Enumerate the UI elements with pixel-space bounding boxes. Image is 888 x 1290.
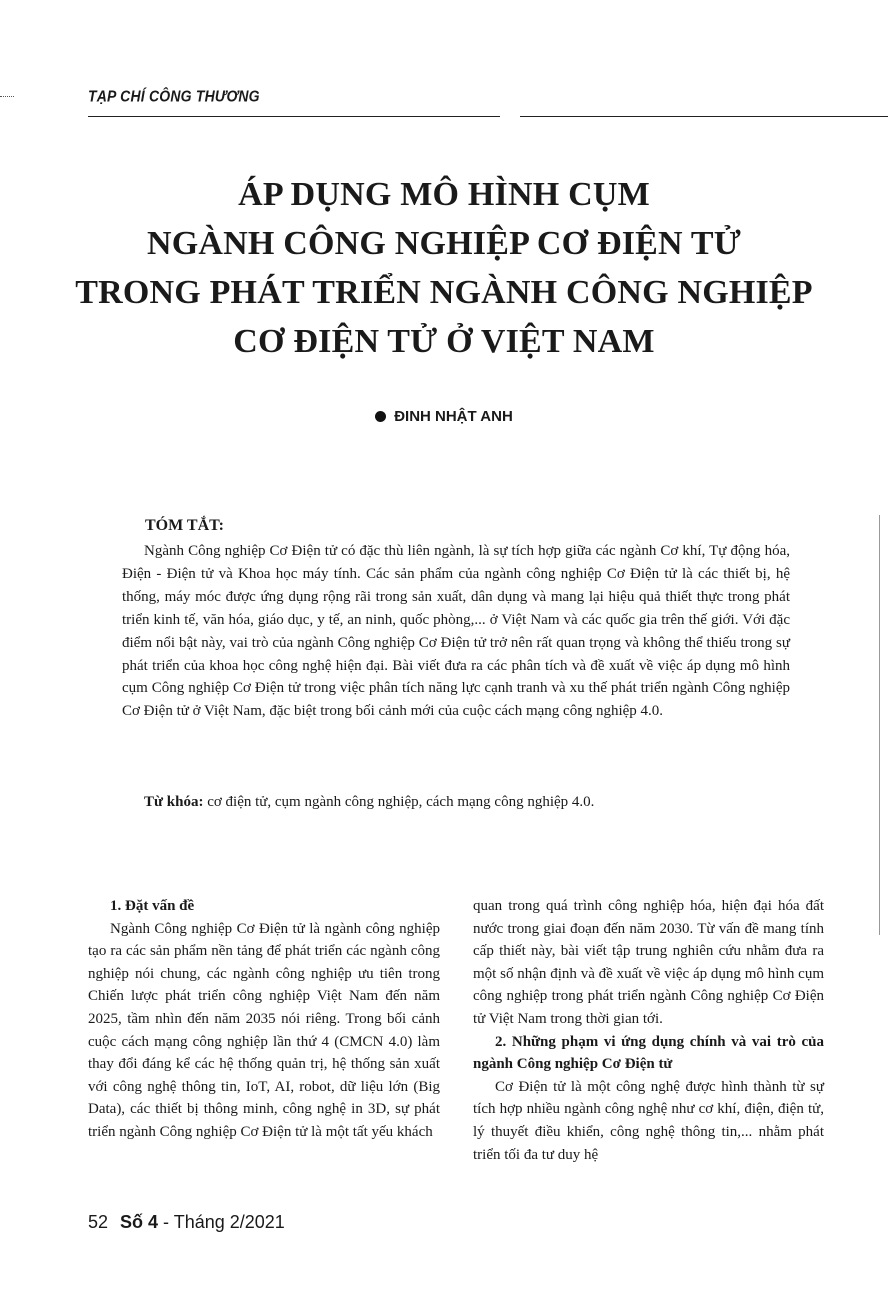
corner-mark (0, 96, 14, 97)
issue-date: - Tháng 2/2021 (158, 1212, 285, 1232)
keywords-list: cơ điện tử, cụm ngành công nghiệp, cách mạng công nghiệp 4.0. (203, 794, 595, 810)
abstract-heading: TÓM TẮT: (145, 517, 224, 534)
journal-name: TẠP CHÍ CÔNG THƯƠNG (88, 87, 260, 105)
header-rule-right (520, 116, 888, 117)
column-left (88, 895, 440, 1144)
section-1-heading: 1. Đặt vấn đề (110, 898, 195, 914)
section-1-paragraph: Ngành Công nghiệp Cơ Điện tử là ngành công nghiệp tạo ra các sản phẩm nền tảng để phát triển các ngành công nghiệp nói chung, các ngành công nghiệp ưu tiên trong Chiến lược phát triển công nghiệp Việt Nam đến năm 2025, tầm nhìn đến năm 2035 nói riêng. Trong bối cảnh cuộc cách mạng công nghiệp lần thứ 4 (CMCN 4.0) làm thay đổi đáng kể các hệ thống quản trị, hệ thống sản xuất với công nghệ thông tin, IoT, AI, robot, dữ liệu lớn (Big Data), các thiết bị thông minh, công nghệ in 3D, sự phát triển ngành Công nghiệp Cơ Điện tử là một tất yếu khách (88, 920, 440, 1140)
author-line (0, 408, 888, 425)
header-rule-left (88, 116, 500, 117)
author-name: ĐINH NHẬT ANH (394, 408, 513, 425)
section-2-heading: 2. Những phạm vi ứng dụng chính và vai trò của ngành Công nghiệp Cơ Điện tử (473, 1033, 824, 1073)
section-1-paragraph-continued: quan trong quá trình công nghiệp hóa, hiện đại hóa đất nước trong giai đoạn đến năm 2030. Từ vấn đề mang tính cấp thiết này, bài viết tập trung nghiên cứu nhằm đưa ra một số nhận định và đề xuất về việc áp dụng mô hình cụm công nghiệp trong phát triển ngành Công nghiệp Cơ Điện tử Việt Nam trong thời gian tới. (473, 898, 824, 1027)
column-right (473, 895, 824, 1166)
article-title (60, 170, 828, 366)
abstract-body: Ngành Công nghiệp Cơ Điện tử có đặc thù liên ngành, là sự tích hợp giữa các ngành Cơ khí, Tự động hóa, Điện - Điện tử và Khoa học máy tính. Các sản phẩm của ngành công nghiệp Cơ Điện tử là các thiết bị, hệ thống, máy móc được ứng dụng rộng rãi trong sản xuất, dân dụng và mang lại hiệu quả thiết thực trong phát triển kinh tế, văn hóa, giáo dục, y tế, an ninh, quốc phòng,... ở Việt Nam và các quốc gia trên thế giới. Với đặc điểm nổi bật này, vai trò của ngành Công nghiệp Cơ Điện tử trở nên rất quan trọng và không thể thiếu trong sự phát triển của khoa học công nghệ hiện đại. Bài viết đưa ra các phân tích và đề xuất về việc áp dụng mô hình cụm Công nghiệp Cơ Điện tử trong việc phân tích năng lực cạnh tranh và xu thế phát triển ngành Công nghiệp Cơ Điện tử ở Việt Nam, đặc biệt trong bối cảnh mới của cuộc cách mạng công nghiệp 4.0. (122, 543, 790, 720)
keywords-label: Từ khóa: (144, 794, 204, 810)
page-footer (88, 1212, 285, 1233)
title-line: TRONG PHÁT TRIỂN NGÀNH CÔNG NGHIỆP (75, 274, 813, 311)
keywords (144, 794, 784, 811)
page-edge (879, 515, 880, 935)
bullet-icon (375, 411, 386, 422)
section-2-paragraph: Cơ Điện tử là một công nghệ được hình thành từ sự tích hợp nhiều ngành công nghệ như cơ khí, điện, điện tử, lý thuyết điều khiển, công nghệ thông tin,... nhằm phát triển tối đa tư duy hệ (473, 1078, 824, 1163)
issue-label: Số 4 (120, 1212, 159, 1232)
title-line: NGÀNH CÔNG NGHIỆP CƠ ĐIỆN TỬ (146, 225, 742, 262)
page-number: 52 (88, 1212, 109, 1232)
title-line: CƠ ĐIỆN TỬ Ở VIỆT NAM (233, 323, 655, 360)
title-line: ÁP DỤNG MÔ HÌNH CỤM (238, 176, 650, 213)
